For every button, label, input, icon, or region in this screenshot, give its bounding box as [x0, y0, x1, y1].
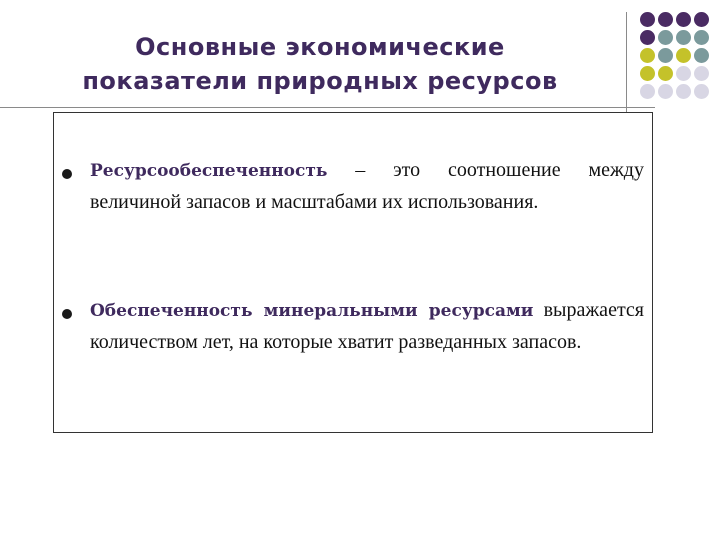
bullet-term: Обеспеченность минеральными ресурсами: [90, 301, 534, 321]
vertical-divider: [626, 12, 627, 112]
decorative-dot-grid: [640, 12, 712, 102]
horizontal-divider: [0, 107, 655, 108]
slide-title-line-2: показатели природных ресурсов: [82, 67, 558, 95]
decorative-dot: [676, 12, 691, 27]
decorative-dot: [658, 30, 673, 45]
decorative-dot: [676, 66, 691, 81]
bullet-icon: [62, 309, 72, 319]
decorative-dot: [694, 84, 709, 99]
bullet-text: [90, 295, 644, 358]
decorative-dot: [676, 48, 691, 63]
decorative-dot: [658, 84, 673, 99]
slide-title-line-1: Основные экономические: [135, 33, 505, 61]
decorative-dot: [640, 12, 655, 27]
bullet-term: Ресурсообеспеченность: [90, 161, 328, 181]
bullet-description: – это соотношение между величиной запасов и масштабами их использования.: [90, 159, 644, 213]
decorative-dot: [676, 30, 691, 45]
decorative-dot: [640, 66, 655, 81]
decorative-dot: [658, 48, 673, 63]
bullet-icon: [62, 169, 72, 179]
decorative-dot: [658, 66, 673, 81]
slide-title: [20, 30, 620, 98]
decorative-dot: [676, 84, 691, 99]
decorative-dot: [694, 30, 709, 45]
content-box: [53, 112, 653, 433]
decorative-dot: [658, 12, 673, 27]
decorative-dot: [694, 66, 709, 81]
decorative-dot: [640, 30, 655, 45]
bullet-description: выражается количеством лет, на которые хватит разведанных запасов.: [90, 299, 644, 353]
decorative-dot: [694, 12, 709, 27]
decorative-dot: [694, 48, 709, 63]
bullet-text: [90, 155, 644, 218]
decorative-dot: [640, 48, 655, 63]
decorative-dot: [640, 84, 655, 99]
